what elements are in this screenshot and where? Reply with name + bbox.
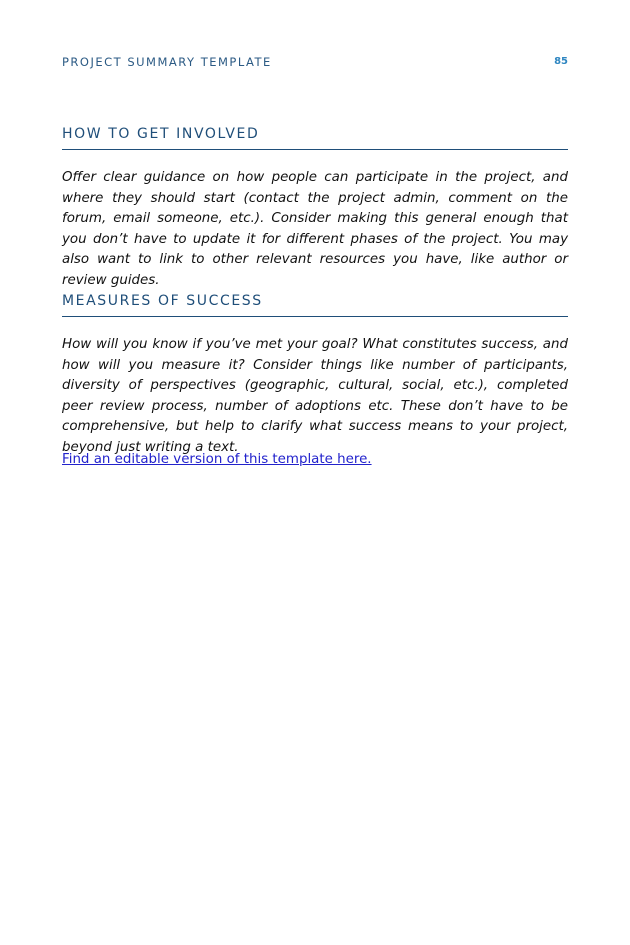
editable-template-link[interactable]: Find an editable version of this template here.	[62, 452, 372, 467]
section-heading-measures-of-success: MEASURES OF SUCCESS	[62, 293, 568, 317]
running-title: PROJECT SUMMARY TEMPLATE	[62, 55, 272, 69]
page-number: 85	[554, 56, 568, 67]
section-heading-how-to-get-involved: HOW TO GET INVOLVED	[62, 126, 568, 150]
running-header	[62, 55, 568, 71]
section-body-how-to-get-involved: Offer clear guidance on how people can participate in the project, and where they should start (contact the project admin, comment on the forum, email someone, etc.). Consider making this general enough that you don’t have to update it for different phases of the project. You may also want to link to other relevant resources you have, like author or review guides.	[62, 170, 568, 288]
section-body-measures-of-success: How will you know if you’ve met your goal? What constitutes success, and how will you measure it? Consider things like number of participants, diversity of perspectives (geographic, cultural, social, etc.), completed peer review process, number of adoptions etc. These don’t have to be comprehensive, but help to clarify what success means to your project, beyond just writing a text.	[62, 337, 568, 455]
